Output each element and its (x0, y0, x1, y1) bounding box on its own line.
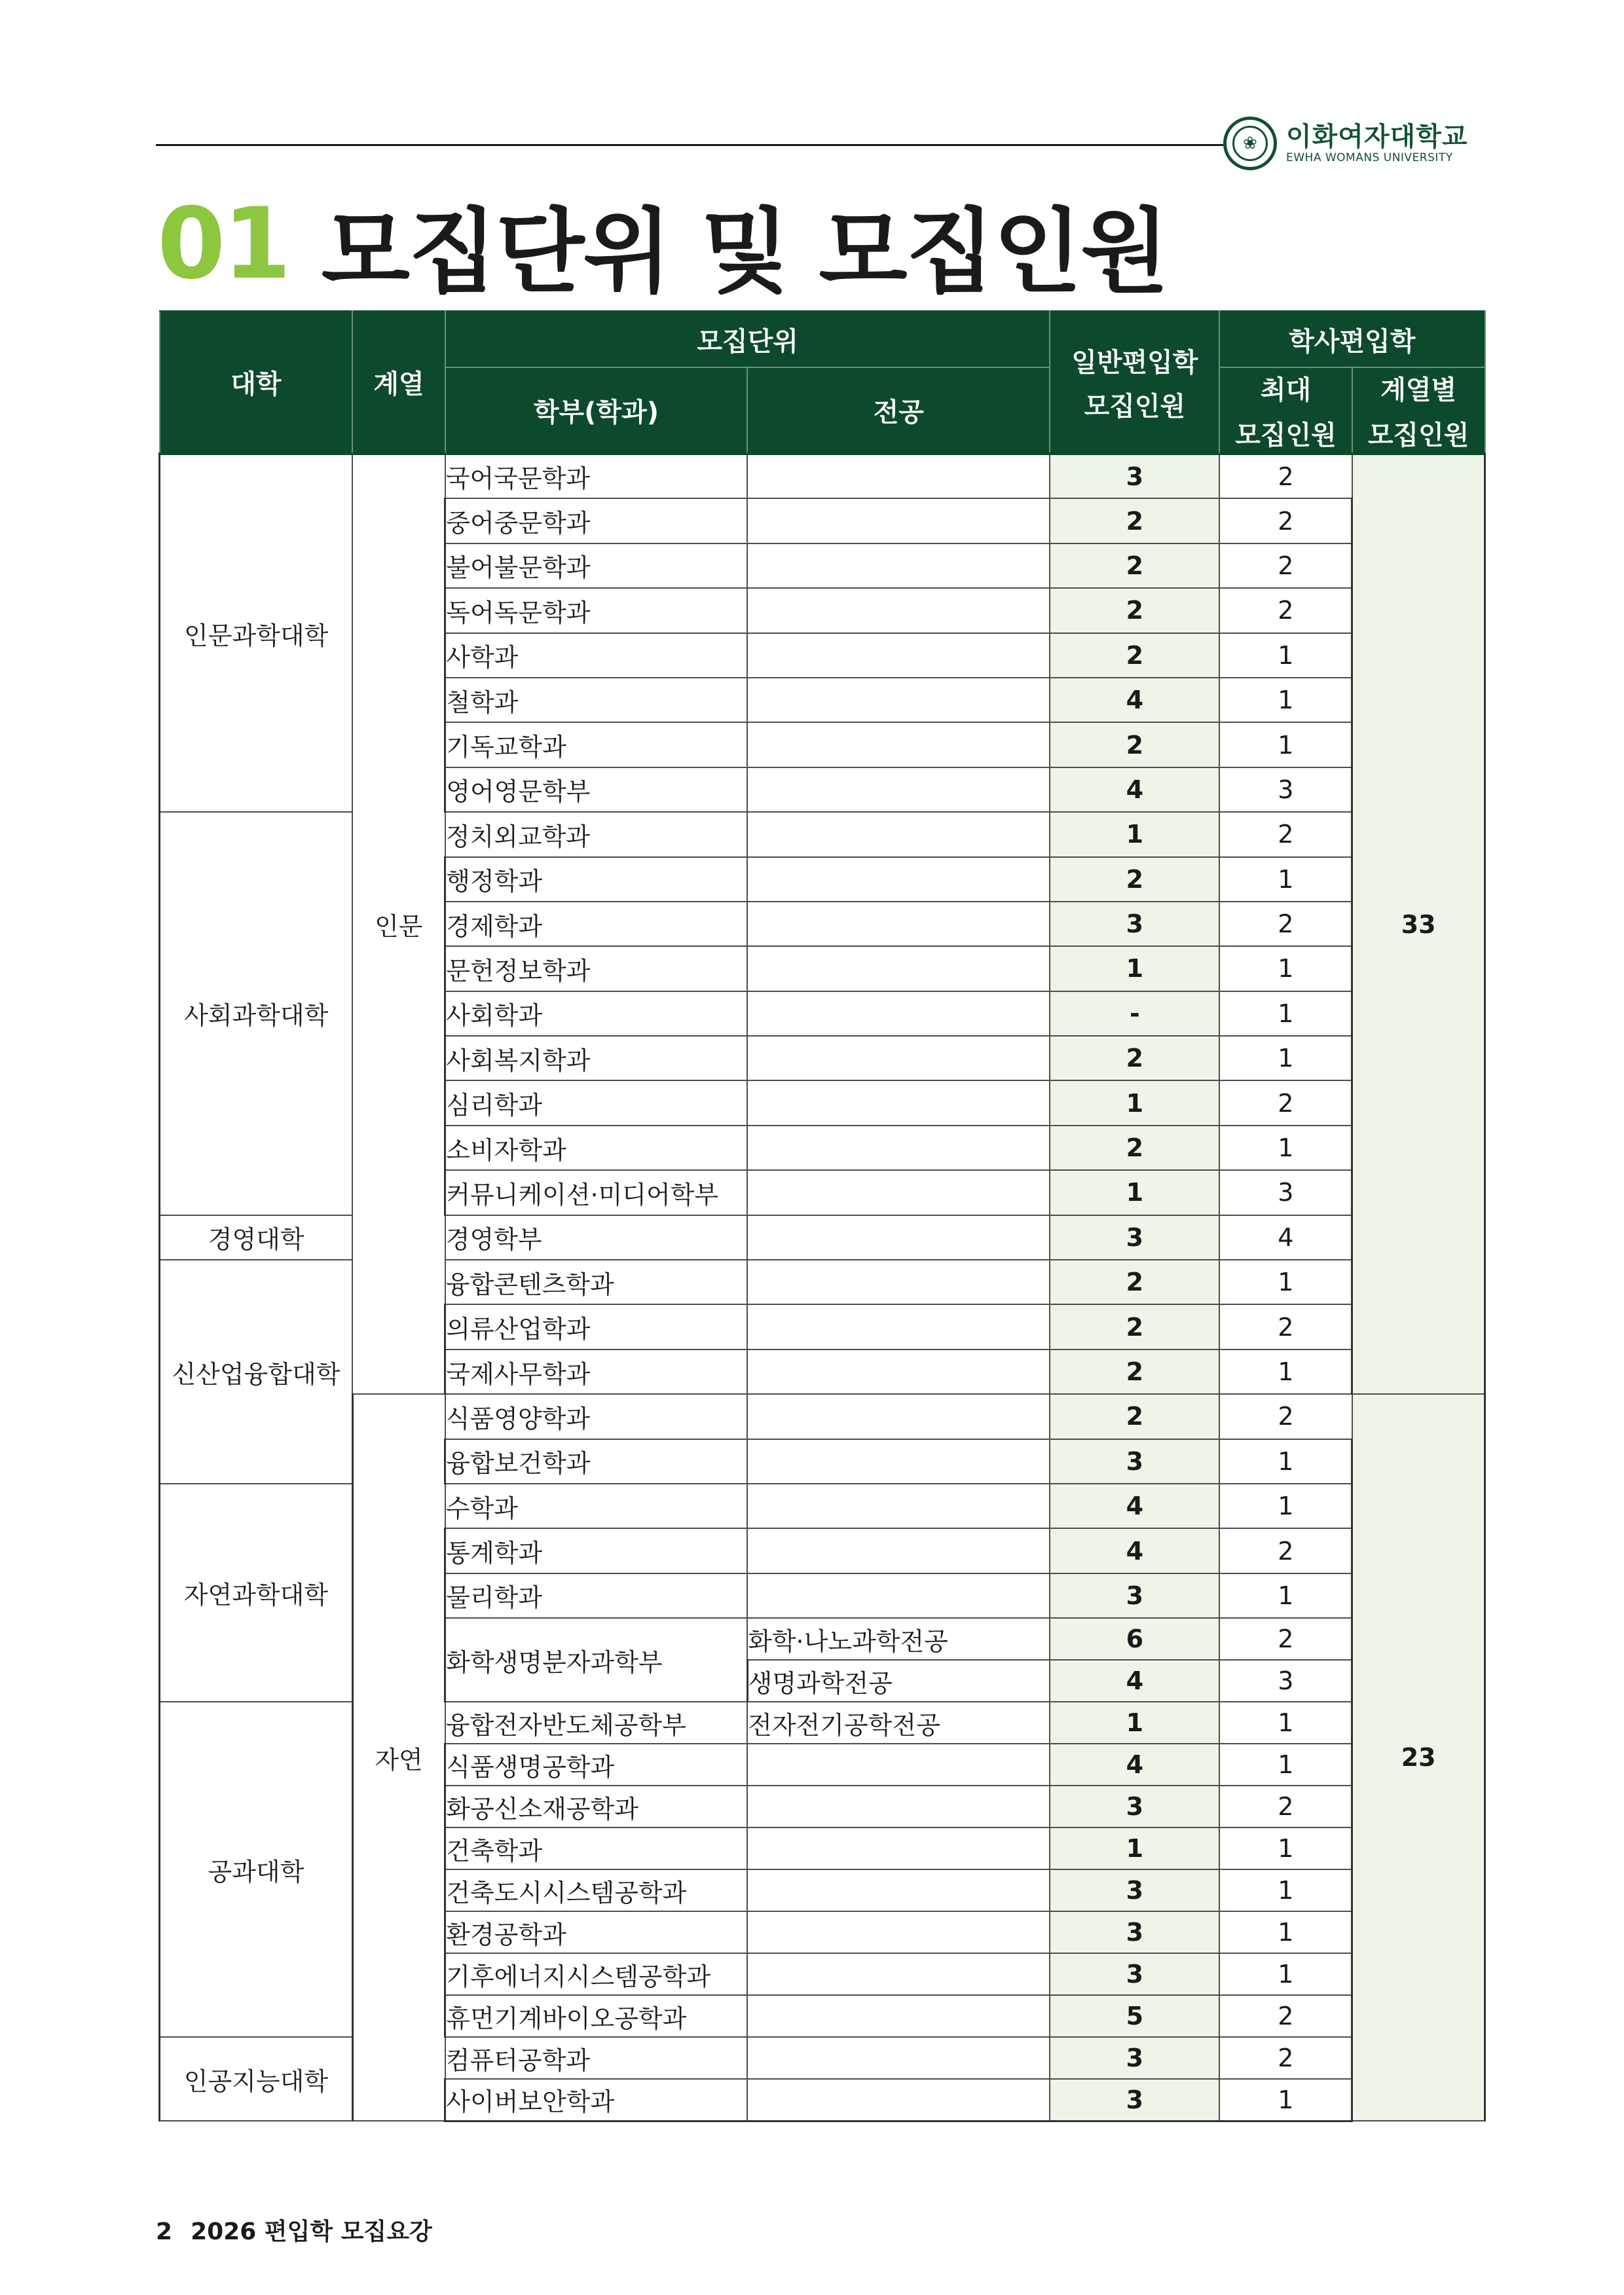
track-cell: 자연 (352, 1394, 445, 2121)
max-count: 1 (1219, 991, 1352, 1036)
max-count: 2 (1219, 454, 1352, 498)
max-count: 1 (1219, 1036, 1352, 1080)
general-count: 1 (1050, 812, 1219, 856)
track-total: 33 (1352, 454, 1485, 1394)
major-cell (747, 857, 1050, 902)
major-cell (747, 454, 1050, 498)
general-count: 2 (1050, 1304, 1219, 1349)
dept-cell: 수학과 (445, 1484, 747, 1528)
major-cell (747, 902, 1050, 946)
general-count: 2 (1050, 1349, 1219, 1394)
track-cell: 인문 (352, 454, 445, 1394)
major-cell (747, 1080, 1050, 1125)
major-cell (747, 812, 1050, 856)
dept-cell: 영어영문학부 (445, 767, 747, 812)
dept-cell: 사학과 (445, 633, 747, 678)
general-count: 3 (1050, 1953, 1219, 1995)
header-general: 일반편입학 모집인원 (1050, 311, 1219, 454)
max-count: 2 (1219, 1995, 1352, 2037)
general-count: 4 (1050, 1660, 1219, 1702)
major-cell (747, 1170, 1050, 1215)
header-track: 계열 (352, 311, 445, 454)
max-count: 1 (1219, 1744, 1352, 1786)
dept-cell: 불어불문학과 (445, 543, 747, 588)
dept-cell: 경제학과 (445, 902, 747, 946)
university-logo (1223, 117, 1467, 170)
dept-cell: 융합콘텐츠학과 (445, 1260, 747, 1304)
dept-cell: 소비자학과 (445, 1126, 747, 1170)
major-cell (747, 543, 1050, 588)
major-cell (747, 1036, 1050, 1080)
max-count: 1 (1219, 633, 1352, 678)
max-count: 2 (1219, 1786, 1352, 1827)
header-college: 대학 (160, 311, 353, 454)
max-count: 1 (1219, 1260, 1352, 1304)
max-count: 2 (1219, 1528, 1352, 1573)
general-count: 2 (1050, 543, 1219, 588)
major-cell (747, 1953, 1050, 1995)
major-cell (747, 1439, 1050, 1484)
general-count: 1 (1050, 1080, 1219, 1125)
max-count: 2 (1219, 1304, 1352, 1349)
dept-cell: 휴먼기계바이오공학과 (445, 1995, 747, 2037)
college-cell: 자연과학대학 (160, 1484, 353, 1702)
header-unit: 모집단위 (445, 311, 1050, 367)
header-rule (156, 144, 1223, 146)
max-count: 2 (1219, 588, 1352, 633)
college-cell: 사회과학대학 (160, 812, 353, 1215)
page-title (157, 187, 1168, 306)
max-count: 1 (1219, 1484, 1352, 1528)
dept-cell: 의류산업학과 (445, 1304, 747, 1349)
major-cell (747, 1744, 1050, 1786)
max-count: 4 (1219, 1215, 1352, 1260)
general-count: 1 (1050, 1702, 1219, 1744)
dept-cell: 건축학과 (445, 1827, 747, 1869)
max-count: 1 (1219, 1911, 1352, 1953)
max-count: 1 (1219, 1702, 1352, 1744)
general-count: 5 (1050, 1995, 1219, 2037)
major-cell (747, 2079, 1050, 2121)
dept-cell: 사이버보안학과 (445, 2079, 747, 2121)
general-count: 4 (1050, 1484, 1219, 1528)
college-cell: 경영대학 (160, 1215, 353, 1260)
major-cell (747, 1911, 1050, 1953)
max-count: 1 (1219, 857, 1352, 902)
major-cell (747, 1215, 1050, 1260)
max-count: 1 (1219, 1953, 1352, 1995)
major-cell (747, 1995, 1050, 2037)
max-count: 1 (1219, 1126, 1352, 1170)
dept-cell: 경영학부 (445, 1215, 747, 1260)
major-cell (747, 722, 1050, 767)
major-cell (747, 1869, 1050, 1911)
general-count: 2 (1050, 1394, 1219, 1439)
general-count: - (1050, 991, 1219, 1036)
general-count: 2 (1050, 588, 1219, 633)
max-count: 2 (1219, 812, 1352, 856)
dept-cell: 건축도시시스템공학과 (445, 1869, 747, 1911)
page-footer (156, 2213, 451, 2247)
max-count: 2 (1219, 543, 1352, 588)
dept-cell: 화공신소재공학과 (445, 1786, 747, 1827)
general-count: 3 (1050, 1911, 1219, 1953)
dept-cell: 융합보건학과 (445, 1439, 747, 1484)
general-count: 4 (1050, 767, 1219, 812)
college-cell: 인문과학대학 (160, 454, 353, 812)
major-cell (747, 678, 1050, 722)
major-cell (747, 1573, 1050, 1618)
general-count: 3 (1050, 1786, 1219, 1827)
max-count: 1 (1219, 1827, 1352, 1869)
dept-cell: 컴퓨터공학과 (445, 2037, 747, 2079)
dept-cell: 국어국문학과 (445, 454, 747, 498)
major-cell (747, 767, 1050, 812)
general-count: 3 (1050, 1869, 1219, 1911)
general-count: 6 (1050, 1618, 1219, 1660)
section-title: 모집단위 및 모집인원 (321, 198, 1168, 306)
major-cell: 생명과학전공 (747, 1660, 1050, 1702)
header-dept: 학부(학과) (445, 367, 747, 454)
major-cell (747, 991, 1050, 1036)
major-cell (747, 1304, 1050, 1349)
seal-icon: ❀ (1223, 117, 1277, 170)
dept-cell: 행정학과 (445, 857, 747, 902)
max-count: 1 (1219, 2079, 1352, 2121)
dept-cell: 화학생명분자과학부 (445, 1618, 747, 1702)
header-max: 최대 모집인원 (1219, 367, 1352, 454)
general-count: 3 (1050, 1215, 1219, 1260)
max-count: 2 (1219, 1080, 1352, 1125)
dept-cell: 식품영양학과 (445, 1394, 747, 1439)
general-count: 3 (1050, 1439, 1219, 1484)
page-number: 2 (156, 2218, 173, 2245)
major-cell (747, 633, 1050, 678)
dept-cell: 융합전자반도체공학부 (445, 1702, 747, 1744)
max-count: 1 (1219, 946, 1352, 991)
college-cell: 신산업융합대학 (160, 1260, 353, 1484)
header-major: 전공 (747, 367, 1050, 454)
max-count: 2 (1219, 2037, 1352, 2079)
max-count: 3 (1219, 1660, 1352, 1702)
track-total: 23 (1352, 1394, 1485, 2121)
dept-cell: 환경공학과 (445, 1911, 747, 1953)
max-count: 1 (1219, 1349, 1352, 1394)
max-count: 1 (1219, 1573, 1352, 1618)
footer-title: 2026 편입학 모집요강 (191, 2218, 432, 2245)
logo-korean-name: 이화여자대학교 (1286, 122, 1468, 152)
general-count: 2 (1050, 1260, 1219, 1304)
general-count: 4 (1050, 1528, 1219, 1573)
major-cell: 화학·나노과학전공 (747, 1618, 1050, 1660)
section-number: 01 (157, 187, 289, 301)
major-cell (747, 946, 1050, 991)
max-count: 3 (1219, 1170, 1352, 1215)
major-cell (747, 498, 1050, 543)
max-count: 1 (1219, 678, 1352, 722)
dept-cell: 식품생명공학과 (445, 1744, 747, 1786)
header-track-total: 계열별 모집인원 (1352, 367, 1485, 454)
dept-cell: 사회복지학과 (445, 1036, 747, 1080)
general-count: 2 (1050, 1126, 1219, 1170)
max-count: 2 (1219, 1618, 1352, 1660)
max-count: 3 (1219, 767, 1352, 812)
general-count: 2 (1050, 722, 1219, 767)
dept-cell: 중어중문학과 (445, 498, 747, 543)
max-count: 1 (1219, 1869, 1352, 1911)
college-cell: 공과대학 (160, 1702, 353, 2037)
general-count: 3 (1050, 1573, 1219, 1618)
dept-cell: 사회학과 (445, 991, 747, 1036)
college-cell: 인공지능대학 (160, 2037, 353, 2121)
dept-cell: 문헌정보학과 (445, 946, 747, 991)
dept-cell: 철학과 (445, 678, 747, 722)
major-cell (747, 1349, 1050, 1394)
dept-cell: 물리학과 (445, 1573, 747, 1618)
major-cell (747, 1484, 1050, 1528)
major-cell (747, 1786, 1050, 1827)
general-count: 3 (1050, 2079, 1219, 2121)
general-count: 2 (1050, 498, 1219, 543)
general-count: 4 (1050, 1744, 1219, 1786)
max-count: 1 (1219, 1439, 1352, 1484)
dept-cell: 기후에너지시스템공학과 (445, 1953, 747, 1995)
dept-cell: 통계학과 (445, 1528, 747, 1573)
max-count: 2 (1219, 902, 1352, 946)
general-count: 4 (1050, 678, 1219, 722)
recruitment-table (158, 310, 1486, 2122)
major-cell (747, 1528, 1050, 1573)
major-cell (747, 1260, 1050, 1304)
general-count: 2 (1050, 633, 1219, 678)
major-cell (747, 1126, 1050, 1170)
dept-cell: 기독교학과 (445, 722, 747, 767)
general-count: 1 (1050, 946, 1219, 991)
major-cell: 전자전기공학전공 (747, 1702, 1050, 1744)
dept-cell: 심리학과 (445, 1080, 747, 1125)
general-count: 1 (1050, 1827, 1219, 1869)
general-count: 3 (1050, 902, 1219, 946)
dept-cell: 커뮤니케이션·미디어학부 (445, 1170, 747, 1215)
general-count: 1 (1050, 1170, 1219, 1215)
major-cell (747, 2037, 1050, 2079)
major-cell (747, 588, 1050, 633)
general-count: 3 (1050, 454, 1219, 498)
general-count: 2 (1050, 857, 1219, 902)
logo-english-name: EWHA WOMANS UNIVERSITY (1286, 151, 1453, 164)
dept-cell: 독어독문학과 (445, 588, 747, 633)
max-count: 1 (1219, 722, 1352, 767)
max-count: 2 (1219, 498, 1352, 543)
major-cell (747, 1827, 1050, 1869)
general-count: 3 (1050, 2037, 1219, 2079)
general-count: 2 (1050, 1036, 1219, 1080)
dept-cell: 정치외교학과 (445, 812, 747, 856)
max-count: 2 (1219, 1394, 1352, 1439)
dept-cell: 국제사무학과 (445, 1349, 747, 1394)
header-bachelor: 학사편입학 (1219, 311, 1485, 367)
major-cell (747, 1394, 1050, 1439)
